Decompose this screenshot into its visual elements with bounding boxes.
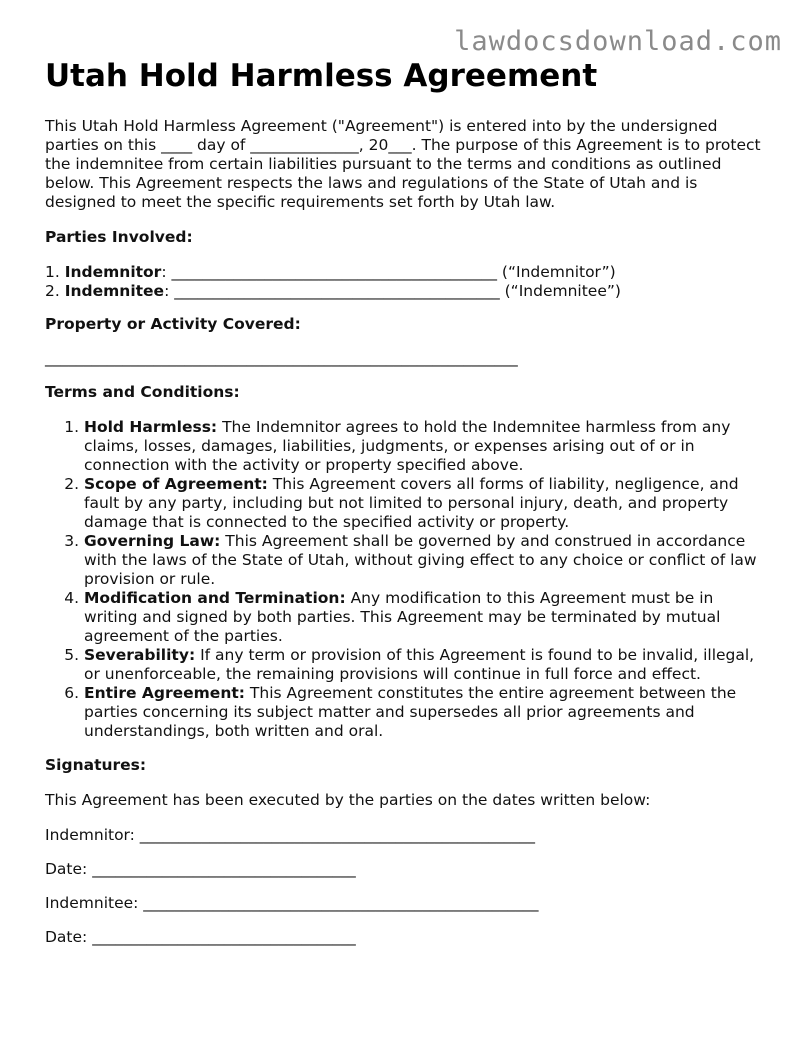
term-item <box>84 589 765 646</box>
document-title: Utah Hold Harmless Agreement <box>45 58 598 94</box>
signature-line-indemnitor: Indemnitor: ___________________________________________________ <box>45 826 536 844</box>
term-text: The Indemnitor agrees to hold the Indemnitee harmless from any claims, losses, damages, liabilities, judgments, or expenses arising out of or in connection with the activity or property specified above. <box>84 418 731 474</box>
term-text: This Agreement covers all forms of liability, negligence, and fault by any party, including but not limited to personal injury, death, and property damage that is connected to the specified activity or property. <box>84 475 739 531</box>
party-number: 1. <box>45 263 65 281</box>
terms-list <box>45 418 765 741</box>
property-heading: Property or Activity Covered: <box>45 315 301 333</box>
party-label: Indemnitor <box>64 263 162 281</box>
term-item <box>84 646 765 684</box>
party-number: 2. <box>45 282 65 300</box>
term-title: Hold Harmless: <box>84 418 218 436</box>
party-blank: : __________________________________________ (“Indemnitor”) <box>161 263 616 281</box>
term-text: This Agreement shall be governed by and construed in accordance with the laws of the State of Utah, without giving effect to any choice or conflict of law provision or rule. <box>84 532 757 588</box>
term-text: Any modification to this Agreement must be in writing and signed by both parties. This Agreement may be terminated by mutual agreement of the parties. <box>84 589 721 645</box>
party-label: Indemnitee <box>64 282 165 300</box>
term-title: Governing Law: <box>84 532 221 550</box>
intro-paragraph: This Utah Hold Harmless Agreement ("Agreement") is entered into by the undersigned parties on this ____ day of ______________, 20___. The purpose of this Agreement is to protect the indemnitee from certain liabilities pursuant to the terms and conditions as outlined below. This Agreement respects the laws and regulations of the State of Utah and is designed to meet the specific requirements set forth by Utah law. <box>45 117 761 211</box>
signature-line-indemnitee: Indemnitee: ___________________________________________________ <box>45 894 539 912</box>
term-text: If any term or provision of this Agreement is found to be invalid, illegal, or unenforceable, the remaining provisions will continue in full force and effect. <box>84 646 755 683</box>
party-item-indemnitee <box>45 282 765 301</box>
watermark: lawdocsdownload.com <box>454 26 782 57</box>
parties-heading: Parties Involved: <box>45 228 193 246</box>
term-item <box>84 475 765 532</box>
date-line-indemnitor: Date: __________________________________ <box>45 860 356 878</box>
document-page <box>45 56 765 947</box>
term-title: Scope of Agreement: <box>84 475 268 493</box>
term-text: This Agreement constitutes the entire agreement between the parties concerning its subject matter and supersedes all prior agreements and understandings, both written and oral. <box>84 684 737 740</box>
term-item <box>84 418 765 475</box>
term-title: Severability: <box>84 646 196 664</box>
date-line-indemnitee: Date: __________________________________ <box>45 928 356 946</box>
party-blank: : __________________________________________ (“Indemnitee”) <box>164 282 621 300</box>
term-item <box>84 532 765 589</box>
term-title: Entire Agreement: <box>84 684 245 702</box>
terms-heading: Terms and Conditions: <box>45 383 240 401</box>
signatures-heading: Signatures: <box>45 756 147 774</box>
term-title: Modification and Termination: <box>84 589 346 607</box>
property-blank-line: _____________________________________________________________ <box>45 349 518 367</box>
party-list <box>45 263 765 301</box>
term-item <box>84 684 765 741</box>
signatures-intro: This Agreement has been executed by the parties on the dates written below: <box>45 791 651 809</box>
party-item-indemnitor <box>45 263 765 282</box>
